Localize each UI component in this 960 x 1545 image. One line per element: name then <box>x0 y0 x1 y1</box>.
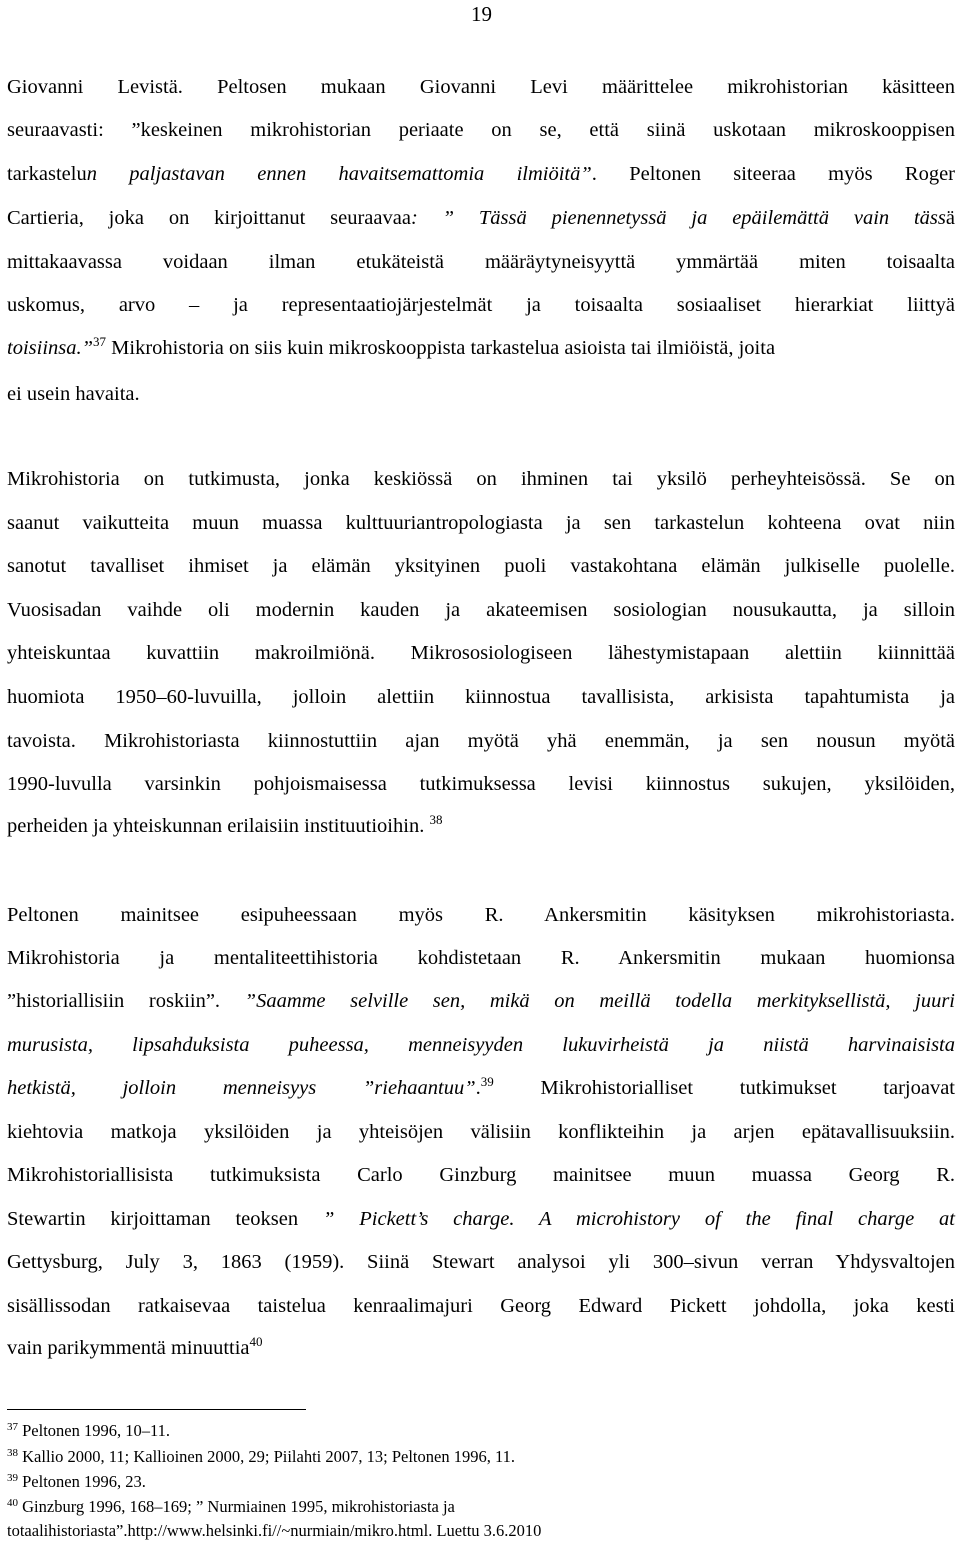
text-span: Mikrohistorialliset tutkimukset tarjoavat <box>493 1077 955 1099</box>
page-number: 19 <box>471 2 492 26</box>
text-line: Mikrohistoriallisista tutkimuksista Carlo Ginzburg mainitsee muun muassa Georg R. <box>7 1164 955 1186</box>
text-line: sisällissodan ratkaisevaa taistelua kenraalimajuri Georg Edward Pickett johdolla, joka kesti <box>7 1295 955 1317</box>
footnote-text: Kallio 2000, 11; Kallioinen 2000, 29; Piilahti 2007, 13; Peltonen 1996, 11. <box>18 1447 515 1466</box>
footnote-ref: 37 <box>93 334 107 350</box>
text-span: vain parikymmentä minuuttia <box>7 1337 250 1359</box>
text-line: Peltonen mainitsee esipuheessaan myös R. Ankersmitin käsityksen mikrohistoriasta. <box>7 904 955 926</box>
footnote-separator <box>7 1409 306 1410</box>
text-line: kiehtovia matkoja yksilöiden ja yhteisöjen välisiin konflikteihin ja arjen epätavallisuuksiin. <box>7 1121 955 1143</box>
footnote-number: 37 <box>7 1420 18 1433</box>
text-span: Mikrohistoria on siis kuin mikroskooppista tarkastelua asioista tai ilmiöistä, joita <box>106 337 776 359</box>
text-line: sanotut tavalliset ihmiset ja elämän yksityinen puoli vastakohtana elämän julkiselle puolelle. <box>7 555 955 577</box>
italic-span: hetkistä, jolloin menneisyys ”riehaantuu” <box>7 1077 476 1099</box>
text-line: Mikrohistoria ja mentaliteettihistoria kohdistetaan R. Ankersmitin mukaan huomionsa <box>7 947 955 969</box>
footnote-continuation: totaalihistoriasta”.http://www.helsinki.fi//~nurmiain/mikro.html. Luettu 3.6.2010 <box>7 1521 542 1540</box>
text-line <box>7 988 955 1014</box>
text-line <box>7 1335 955 1361</box>
italic-span: n paljastavan ennen havaitsemattomia ilmiöitä” <box>86 163 592 185</box>
text-line: huomiota 1950–60-luvuilla, jolloin alettiin kiinnostua tavallisista, arkisista tapahtumista ja <box>7 686 955 708</box>
text-span: Cartieria, joka on kirjoittanut seuraavaa <box>7 207 411 229</box>
italic-span: : ” Tässä pienennetyssä ja epäilemättä vain täss <box>410 207 946 229</box>
text-span: ä <box>945 207 955 229</box>
footnote <box>7 1472 146 1492</box>
footnote-ref: 39 <box>480 1074 494 1090</box>
footnote <box>7 1421 170 1441</box>
text-line <box>7 161 955 187</box>
footnote-number: 38 <box>7 1446 18 1459</box>
text-span: perheiden ja yhteiskunnan erilaisiin instituutioihin. <box>7 815 430 837</box>
footnote-ref: 38 <box>429 812 443 828</box>
text-line: Mikrohistoria on tutkimusta, jonka keskiössä on ihminen tai yksilö perheyhteisössä. Se on <box>7 468 955 490</box>
footnote-number: 39 <box>7 1471 18 1484</box>
text-span: tarkastelu <box>7 163 87 185</box>
italic-span: ”Saamme selville sen, mikä on meillä todella merkityksellistä, juuri <box>244 990 956 1012</box>
text-span: . <box>475 1077 481 1099</box>
text-line <box>7 1075 955 1101</box>
footnote <box>7 1447 515 1467</box>
text-line <box>7 1032 955 1058</box>
text-line: Gettysburg, July 3, 1863 (1959). Siinä Stewart analysoi yli 300–sivun verran Yhdysvaltojen <box>7 1251 955 1273</box>
text-line <box>7 335 955 361</box>
italic-span: ” Pickett’s charge. A microhistory of the final charge at <box>322 1208 955 1230</box>
text-line: mittakaavassa voidaan ilman etukäteistä määräytyneisyyttä ymmärtää miten toisaalta <box>7 251 955 273</box>
text-line: saanut vaikutteita muun muassa kulttuuriantropologiasta ja sen tarkastelun kohteena ovat niin <box>7 512 955 534</box>
italic-span: murusista, lipsahduksista puheessa, menneisyyden lukuvirheistä ja niistä harvinaisista <box>7 1034 955 1056</box>
footnote-text: Peltonen 1996, 23. <box>18 1472 146 1491</box>
text-line: ei usein havaita. <box>7 383 140 405</box>
footnote-number: 40 <box>7 1496 18 1509</box>
text-line: Giovanni Levistä. Peltosen mukaan Giovanni Levi määrittelee mikrohistorian käsitteen <box>7 76 955 98</box>
text-line: 1990-luvulla varsinkin pohjoismaisessa tutkimuksessa levisi kiinnostus sukujen, yksilöiden, <box>7 773 955 795</box>
text-line <box>7 813 955 839</box>
text-line: seuraavasti: ”keskeinen mikrohistorian periaate on se, että siinä uskotaan mikroskooppisen <box>7 119 955 141</box>
text-line: Vuosisadan vaihde oli modernin kauden ja akateemisen sosiologian nousukautta, ja silloin <box>7 599 955 621</box>
footnote-text: Ginzburg 1996, 168–169; ” Nurmiainen 1995, mikrohistoriasta ja <box>18 1497 455 1516</box>
text-line <box>7 205 955 231</box>
text-line: yhteiskuntaa kuvattiin makroilmiönä. Mikrososiologiseen lähestymistapaan alettiin kiinnittää <box>7 642 955 664</box>
text-line: uskomus, arvo – ja representaatiojärjestelmät ja toisaalta sosiaaliset hierarkiat liittyä <box>7 294 955 316</box>
text-span: Stewartin kirjoittaman teoksen <box>7 1208 323 1230</box>
footnote <box>7 1497 455 1517</box>
text-line: tavoista. Mikrohistoriasta kiinnostuttiin ajan myötä yhä enemmän, ja sen nousun myötä <box>7 730 955 752</box>
text-line <box>7 1206 955 1232</box>
footnote-ref: 40 <box>249 1334 263 1350</box>
text-span: ”historiallisiin roskiin”. <box>7 990 245 1012</box>
text-span: . Peltonen siteeraa myös Roger <box>591 163 955 185</box>
italic-span: toisiinsa.” <box>7 337 94 359</box>
footnote-text: Peltonen 1996, 10–11. <box>18 1421 171 1440</box>
